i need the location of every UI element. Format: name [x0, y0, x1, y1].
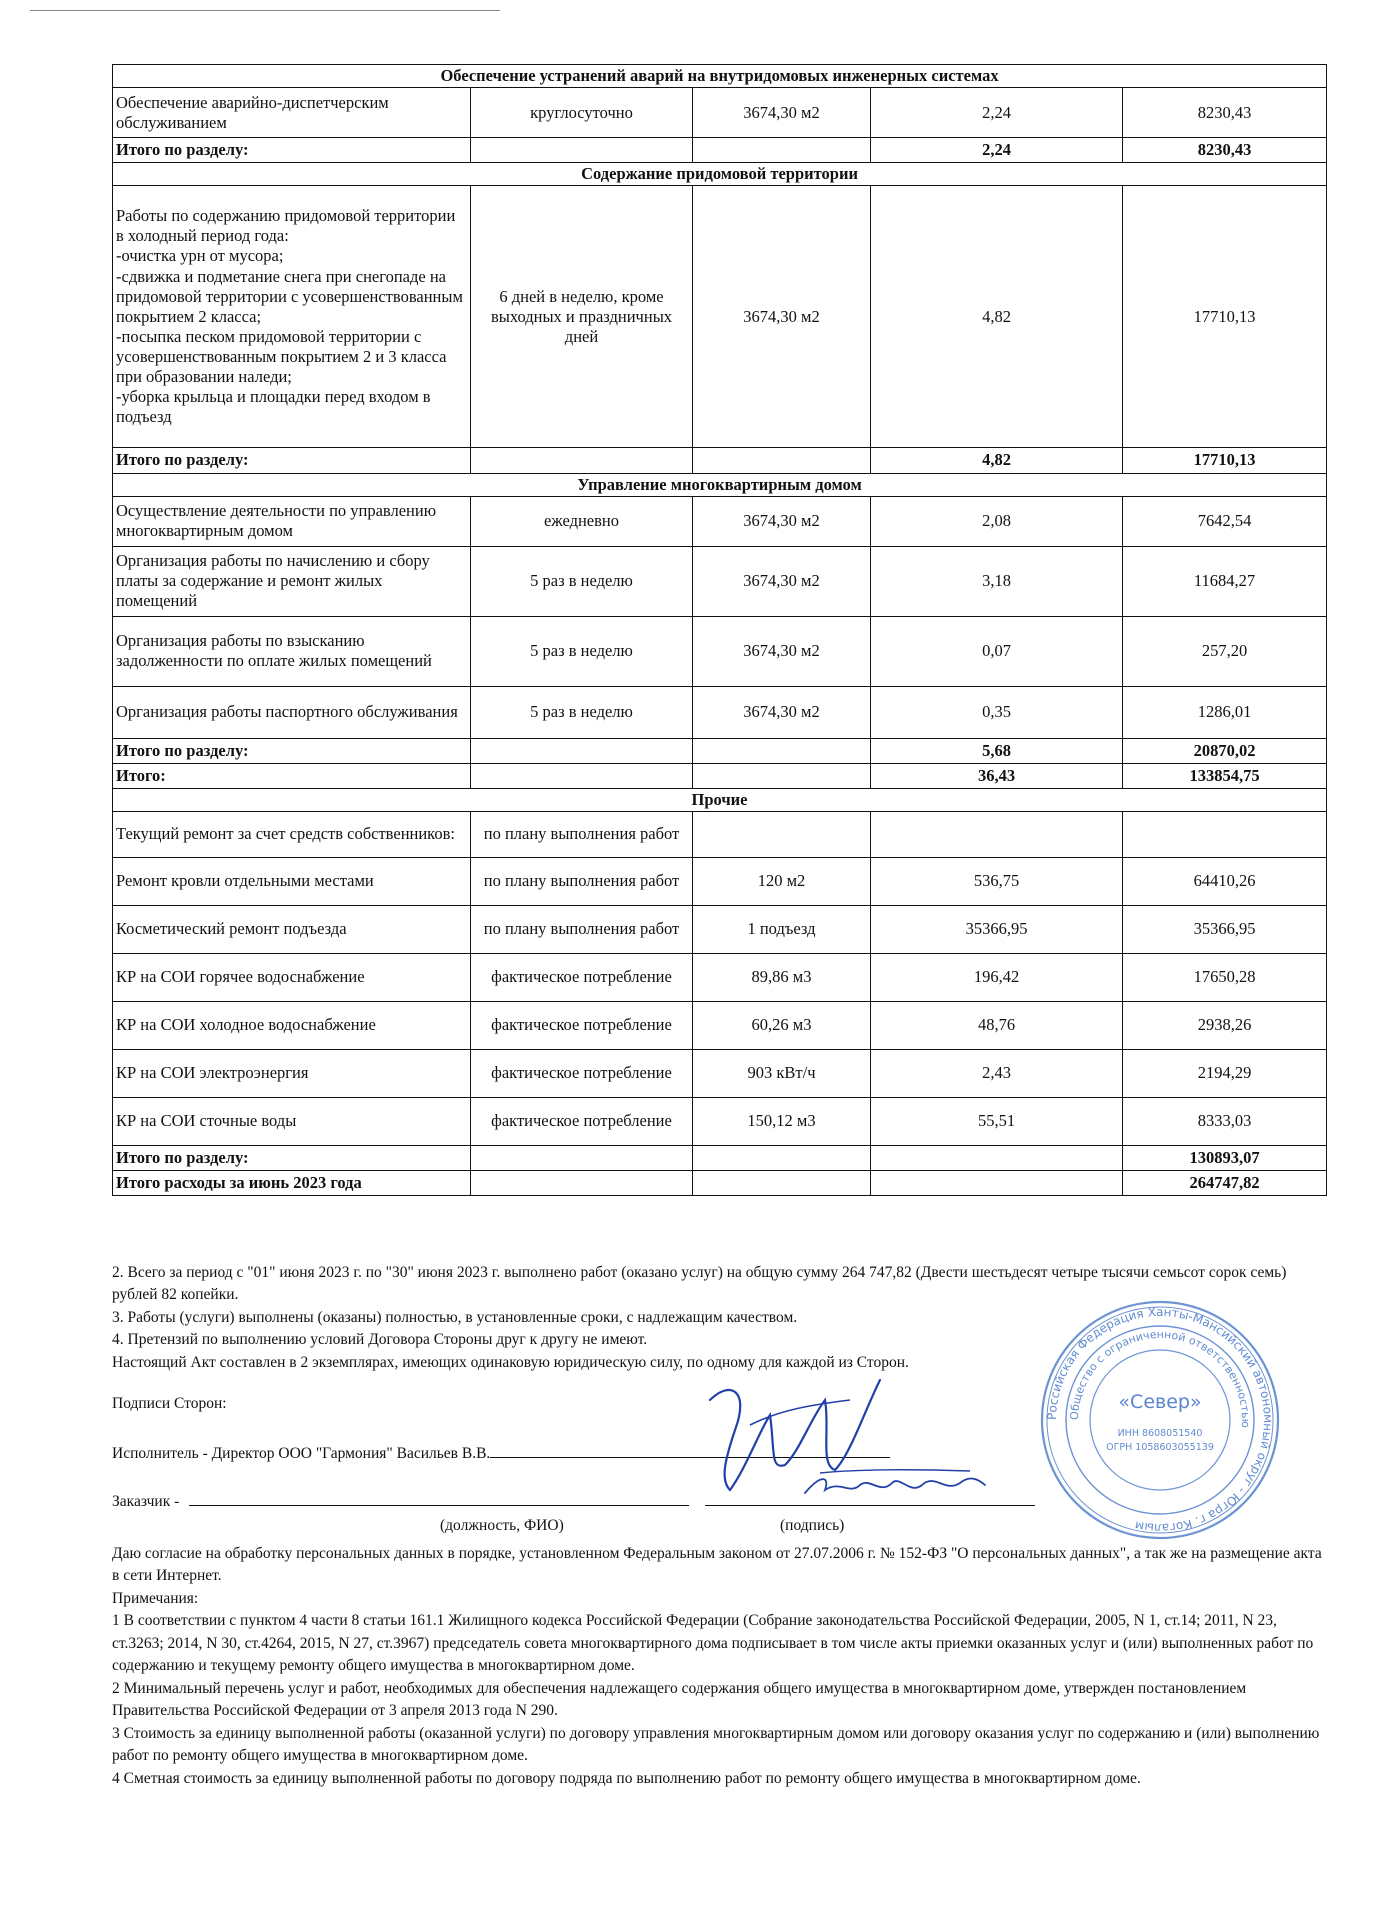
notes-title: Примечания:	[112, 1589, 199, 1607]
service-frequency: 5 раз в неделю	[471, 616, 693, 686]
service-name: Организация работы по взысканию задолженности по оплате жилых помещений	[113, 616, 471, 686]
note: 3 Стоимость за единицу выполненной работы (оказанной услуги) по договору управления многоквартирным домом или договору оказания услуг по содержанию и (или) выполнению работ по ремонту общего имущества в многоквартирном доме.	[112, 1724, 1320, 1765]
service-frequency: по плану выполнения работ	[471, 906, 693, 954]
service-quantity: 3674,30 м2	[693, 686, 871, 738]
service-name: КР на СОИ сточные воды	[113, 1098, 471, 1146]
service-frequency: фактическое потребление	[471, 1002, 693, 1050]
final-total-sum: 264747,82	[1123, 1171, 1327, 1196]
service-frequency: фактическое потребление	[471, 1050, 693, 1098]
customer-signature	[800, 1465, 990, 1505]
section-total-row	[113, 138, 1327, 163]
service-frequency: круглосуточно	[471, 88, 693, 138]
service-sum: 2938,26	[1123, 1002, 1327, 1050]
service-quantity: 120 м2	[693, 858, 871, 906]
sign-caption: (подпись)	[780, 1517, 845, 1534]
service-name: Организация работы по начислению и сбору платы за содержание и ремонт жилых помещений	[113, 546, 471, 616]
paragraph: 3. Работы (услуги) выполнены (оказаны) полностью, в установленные сроки, с надлежащим качеством.	[112, 1308, 798, 1326]
final-total-label: Итого расходы за июнь 2023 года	[113, 1171, 471, 1196]
service-name: Обеспечение аварийно-диспетчерским обслуживанием	[113, 88, 471, 138]
customer-label: Заказчик -	[112, 1493, 180, 1510]
service-rate: 3,18	[871, 546, 1123, 616]
signatures-title: Подписи Сторон:	[112, 1395, 227, 1412]
total-label: Итого по разделу:	[113, 448, 471, 473]
final-total-row	[113, 1171, 1327, 1196]
section-header	[113, 65, 1327, 88]
consent-text: Даю согласие на обработку персональных данных в порядке, установленном Федеральным законом от 27.07.2006 г. № 152-ФЗ "О персональных данных", а так же на размещение акта в сети Интернет.	[112, 1545, 1322, 1585]
section-title: Управление многоквартирным домом	[113, 473, 1327, 496]
service-frequency: фактическое потребление	[471, 1098, 693, 1146]
top-border-line	[30, 10, 500, 11]
services-table	[112, 64, 1327, 1196]
service-rate	[871, 812, 1123, 858]
service-quantity	[693, 812, 871, 858]
section-total-row	[113, 738, 1327, 763]
service-quantity: 903 кВт/ч	[693, 1050, 871, 1098]
service-frequency: по плану выполнения работ	[471, 858, 693, 906]
executor-label: Исполнитель - Директор ООО "Гармония" Васильев В.В.	[112, 1445, 491, 1462]
svg-text:Общество с ограниченной ответс	[1068, 1328, 1252, 1428]
service-rate: 35366,95	[871, 906, 1123, 954]
table-row	[113, 88, 1327, 138]
service-name: Ремонт кровли отдельными местами	[113, 858, 471, 906]
customer-position-line	[189, 1491, 689, 1506]
service-rate: 2,43	[871, 1050, 1123, 1098]
stamp-inner-text: Общество с ограниченной ответственностью	[1067, 1327, 1253, 1429]
service-rate: 48,76	[871, 1002, 1123, 1050]
stamp-center-text: «Север»	[1118, 1391, 1202, 1413]
service-sum	[1123, 812, 1327, 858]
table-row	[113, 906, 1327, 954]
grand-total-rate: 36,43	[871, 763, 1123, 788]
total-label: Итого по разделу:	[113, 138, 471, 163]
service-sum: 64410,26	[1123, 858, 1327, 906]
table-row	[113, 616, 1327, 686]
total-label: Итого по разделу:	[113, 1146, 471, 1171]
section-header	[113, 473, 1327, 496]
service-quantity: 150,12 м3	[693, 1098, 871, 1146]
note: 1 В соответствии с пунктом 4 части 8 статьи 161.1 Жилищного кодекса Российской Федерации (Собрание законодательства Российской Федерации, 2005, N 1, ст.14; 2011, N 23, ст.3263; 2014, N 30, ст.4264, 2015, N 27, ст.3967) председатель совета многоквартирного дома подписывает в том числе акты приемки оказанных услуг и (или) выполненных работ по содержанию и текущему ремонту общего имущества в многоквартирном доме.	[112, 1612, 1314, 1675]
service-rate: 536,75	[871, 858, 1123, 906]
section-title: Содержание придомовой территории	[113, 163, 1327, 186]
service-name: КР на СОИ холодное водоснабжение	[113, 1002, 471, 1050]
grand-total-label: Итого:	[113, 763, 471, 788]
service-sum: 2194,29	[1123, 1050, 1327, 1098]
table-row	[113, 496, 1327, 546]
table-row	[113, 1050, 1327, 1098]
service-frequency: 5 раз в неделю	[471, 546, 693, 616]
service-rate: 4,82	[871, 186, 1123, 448]
service-quantity: 89,86 м3	[693, 954, 871, 1002]
table-row	[113, 858, 1327, 906]
service-frequency: фактическое потребление	[471, 954, 693, 1002]
paragraph: Настоящий Акт составлен в 2 экземплярах, имеющих одинаковую юридическую силу, по одному для каждой из Сторон.	[112, 1353, 909, 1371]
section-title: Обеспечение устранений аварий на внутридомовых инженерных системах	[113, 65, 1327, 88]
service-name: КР на СОИ горячее водоснабжение	[113, 954, 471, 1002]
service-rate: 55,51	[871, 1098, 1123, 1146]
service-sum: 8230,43	[1123, 88, 1327, 138]
section-header	[113, 163, 1327, 186]
service-sum: 1286,01	[1123, 686, 1327, 738]
section-header	[113, 788, 1327, 811]
section-total-row	[113, 1146, 1327, 1171]
service-rate: 2,24	[871, 88, 1123, 138]
service-sum: 17710,13	[1123, 186, 1327, 448]
paragraph: 4. Претензий по выполнению условий Договора Стороны друг к другу не имеют.	[112, 1331, 648, 1349]
service-sum: 7642,54	[1123, 496, 1327, 546]
service-rate: 2,08	[871, 496, 1123, 546]
service-rate: 0,07	[871, 616, 1123, 686]
service-quantity: 3674,30 м2	[693, 186, 871, 448]
stamp-ogrn: ОГРН 1058603055139	[1106, 1442, 1214, 1453]
service-name: Осуществление деятельности по управлению многоквартирным домом	[113, 496, 471, 546]
total-sum: 17710,13	[1123, 448, 1327, 473]
grand-total-sum: 133854,75	[1123, 763, 1327, 788]
service-sum: 17650,28	[1123, 954, 1327, 1002]
company-stamp	[1038, 1298, 1282, 1542]
service-name: Организация работы паспортного обслуживания	[113, 686, 471, 738]
section-total-row	[113, 448, 1327, 473]
service-name: Текущий ремонт за счет средств собственников:	[113, 812, 471, 858]
service-sum: 35366,95	[1123, 906, 1327, 954]
service-quantity: 3674,30 м2	[693, 546, 871, 616]
total-label: Итого по разделу:	[113, 738, 471, 763]
total-sum: 20870,02	[1123, 738, 1327, 763]
table-row	[113, 812, 1327, 858]
service-quantity: 3674,30 м2	[693, 88, 871, 138]
service-quantity: 60,26 м3	[693, 1002, 871, 1050]
total-rate: 2,24	[871, 138, 1123, 163]
service-name: Работы по содержанию придомовой территории в холодный период года: -очистка урн от мусора; -сдвижка и подметание снега при снегопаде на придомовой территории с усовершенствованным покрытием 2 класса; -посыпка песком придомовой территории с усовершенствованным покрытием 2 и 3 класса при образовании наледи; -уборка крыльца и площадки перед входом в подъезд	[113, 186, 471, 448]
service-frequency: 5 раз в неделю	[471, 686, 693, 738]
grand-total-row	[113, 763, 1327, 788]
service-frequency: ежедневно	[471, 496, 693, 546]
service-quantity: 1 подъезд	[693, 906, 871, 954]
table-row	[113, 1098, 1327, 1146]
service-sum: 11684,27	[1123, 546, 1327, 616]
total-sum: 130893,07	[1123, 1146, 1327, 1171]
service-rate: 0,35	[871, 686, 1123, 738]
table-row	[113, 686, 1327, 738]
service-sum: 257,20	[1123, 616, 1327, 686]
table-row	[113, 954, 1327, 1002]
service-frequency: 6 дней в неделю, кроме выходных и праздничных дней	[471, 186, 693, 448]
table-row	[113, 1002, 1327, 1050]
stamp-inn: ИНН 8608051540	[1117, 1428, 1203, 1439]
service-quantity: 3674,30 м2	[693, 496, 871, 546]
note: 4 Сметная стоимость за единицу выполненной работы по договору подряда по выполнению работ по ремонту общего имущества в многоквартирном доме.	[112, 1769, 1141, 1787]
total-rate: 5,68	[871, 738, 1123, 763]
paragraph: 2. Всего за период с "01" июня 2023 г. по "30" июня 2023 г. выполнено работ (оказано услуг) на общую сумму 264 747,82 (Двести шестьдесят четыре тысячи семьсот сорок семь) рублей 82 копейки.	[112, 1264, 1287, 1304]
service-name: Косметический ремонт подъезда	[113, 906, 471, 954]
stamp-outer-text: Российская Федерация Ханты-Мансийский автономный округ - Югра г. Когалым	[1044, 1304, 1276, 1536]
service-sum: 8333,03	[1123, 1098, 1327, 1146]
service-quantity: 3674,30 м2	[693, 616, 871, 686]
service-frequency: по плану выполнения работ	[471, 812, 693, 858]
position-caption: (должность, ФИО)	[440, 1517, 564, 1534]
table-row	[113, 186, 1327, 448]
section-title: Прочие	[113, 788, 1327, 811]
service-rate: 196,42	[871, 954, 1123, 1002]
service-name: КР на СОИ электроэнергия	[113, 1050, 471, 1098]
consent-and-notes	[112, 1543, 1326, 1790]
total-rate: 4,82	[871, 448, 1123, 473]
total-sum: 8230,43	[1123, 138, 1327, 163]
table-row	[113, 546, 1327, 616]
note: 2 Минимальный перечень услуг и работ, необходимых для обеспечения надлежащего содержания общего имущества в многоквартирном доме, утвержден постановлением Правительства Российской Федерации от 3 апреля 2013 года N 290.	[112, 1679, 1247, 1720]
